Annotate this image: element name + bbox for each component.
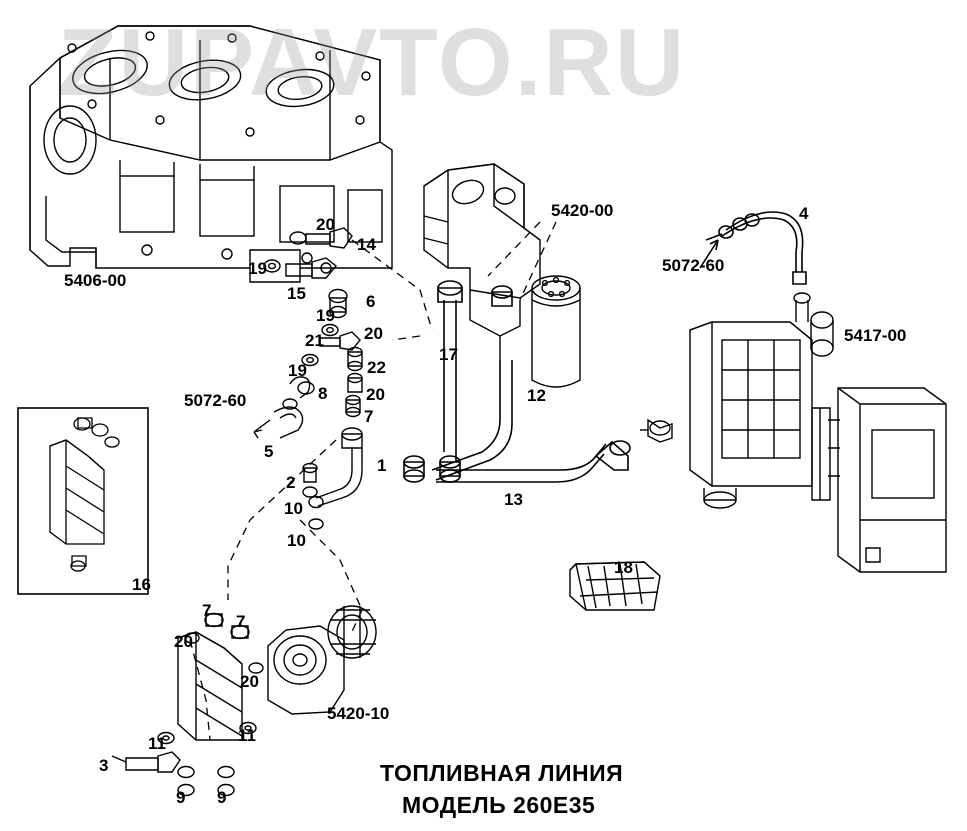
callout-21: 21	[305, 331, 324, 350]
callout-20d: 20	[174, 632, 193, 651]
callout-7: 7	[364, 407, 374, 426]
callout-16: 16	[132, 575, 151, 594]
callout-10: 10	[284, 499, 303, 518]
engine-block-5406-00	[30, 26, 392, 282]
watermark-text: ZUPAVTO.RU	[58, 9, 687, 116]
inset-box-16	[18, 408, 148, 594]
callout-17: 17	[439, 345, 458, 364]
callout-1: 1	[377, 456, 387, 475]
callout-20c: 20	[366, 385, 385, 404]
callout-18: 18	[614, 558, 633, 577]
fuel-pipes	[404, 281, 630, 482]
callout-14: 14	[357, 235, 376, 254]
callout-22: 22	[367, 358, 386, 377]
callout-20e: 20	[240, 672, 259, 691]
callout-4: 4	[799, 204, 809, 223]
callout-20b: 20	[364, 324, 383, 343]
callout-19c: 19	[288, 361, 307, 380]
callout-10b: 10	[287, 531, 306, 550]
diagram-title-line-2: МОДЕЛЬ 260E35	[402, 792, 596, 818]
callout-2: 2	[286, 473, 296, 492]
fuel-pump-assembly-5420-10	[112, 606, 376, 796]
diagram-title-line-1: ТОПЛИВНАЯ ЛИНИЯ	[380, 760, 624, 786]
callout-3: 3	[99, 756, 109, 775]
assembly-code-5420-00: 5420-00	[551, 201, 614, 220]
callout-15: 15	[287, 284, 306, 303]
assembly-code-5072-60-left: 5072-60	[184, 391, 247, 410]
callout-7c: 7	[236, 612, 246, 631]
callout-20: 20	[316, 215, 335, 234]
small-parts-column	[254, 228, 362, 529]
callout-8: 8	[318, 384, 328, 403]
callout-12: 12	[527, 386, 546, 405]
callout-5: 5	[264, 442, 274, 461]
assembly-code-5417-00: 5417-00	[844, 326, 907, 345]
assembly-code-5072-60-top: 5072-60	[662, 256, 725, 275]
callout-11b: 11	[238, 726, 256, 745]
assembly-code-5406-00: 5406-00	[64, 271, 127, 290]
callout-19b: 19	[316, 306, 335, 325]
assembly-code-5420-10: 5420-10	[327, 704, 390, 723]
callout-9b: 9	[217, 788, 227, 807]
callout-13: 13	[504, 490, 523, 509]
callout-9: 9	[176, 788, 186, 807]
callout-19: 19	[248, 259, 267, 278]
callout-6: 6	[366, 292, 376, 311]
callout-11: 11	[148, 734, 166, 753]
callout-7b: 7	[202, 601, 212, 620]
